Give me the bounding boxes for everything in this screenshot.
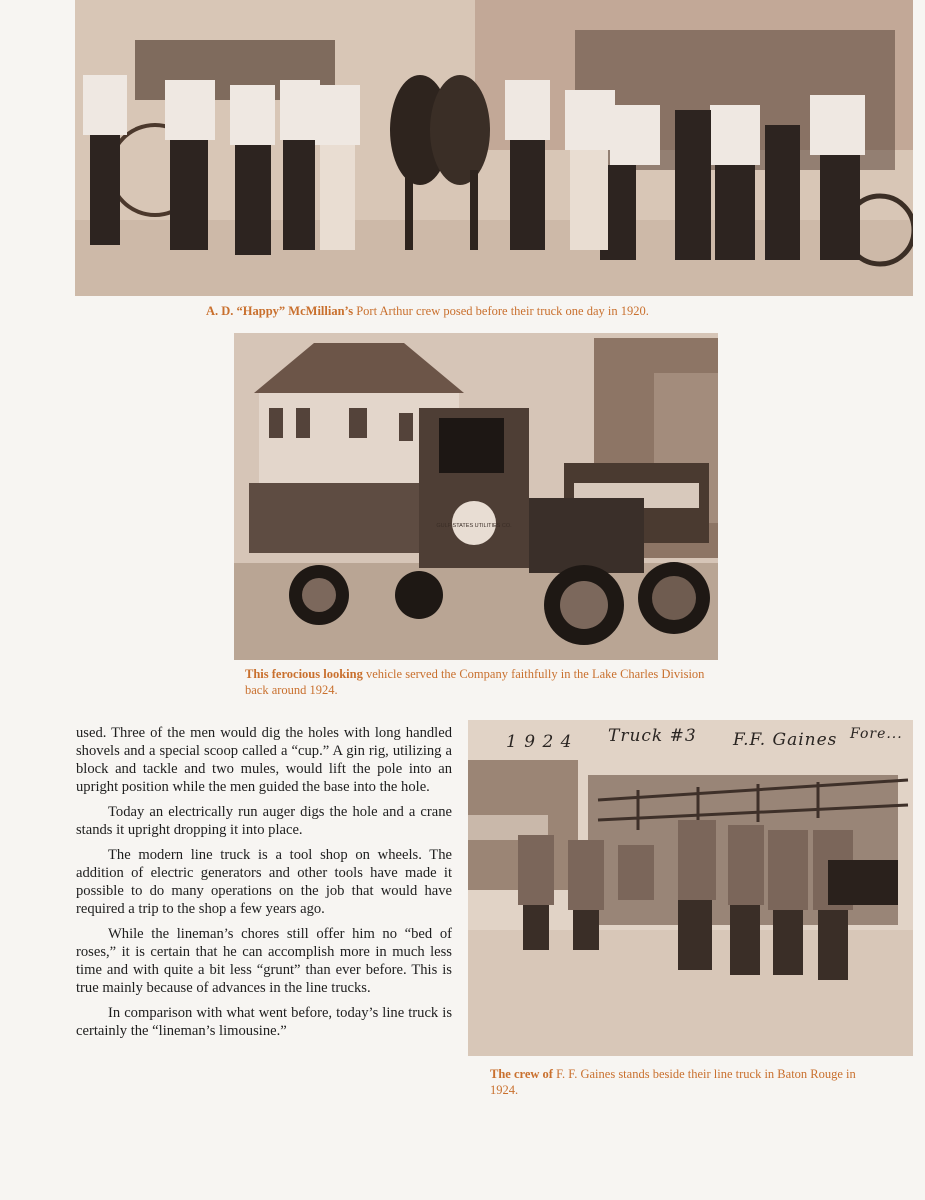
article-paragraph-1: used. Three of the men would dig the holes with long handled shovels and a special scoop called a “cup.” A gin rig, utilizing a block and tackle and two mules, would lift the pole into an upright position while the men guided the base into the hole.: [76, 725, 452, 795]
door-emblem-text: GULF STATES UTILITIES CO.: [436, 523, 512, 529]
photo-crew-1920: [75, 0, 913, 296]
article-paragraph-5: In comparison with what went before, today’s line truck is certainly the “lineman’s limousine.”: [76, 1005, 452, 1039]
photo-gaines-1924: [468, 720, 913, 1056]
article-paragraph-4: While the lineman’s chores still offer him no “bed of roses,” it is certain that he can accomplish more in much less time and with quite a bit less “grunt” than ever before. This is true mainly because of advances in the line trucks.: [76, 926, 452, 996]
photo-vehicle-1924: [234, 333, 718, 660]
caption-gaines-1924-bold: The crew of: [490, 1067, 553, 1081]
handwriting-role: Fore...: [850, 726, 903, 742]
handwriting-name: F.F. Gaines: [733, 730, 838, 750]
caption-gaines-1924: [490, 1066, 880, 1098]
caption-gaines-1924-text: F. F. Gaines stands beside their line truck in Baton Rouge in 1924.: [490, 1067, 856, 1097]
caption-vehicle-1924-bold: This ferocious looking: [245, 667, 363, 681]
article-paragraph-2: Today an electrically run auger digs the hole and a crane stands it upright dropping it into place.: [76, 804, 452, 838]
crew-1920-illustration: [75, 0, 913, 296]
handwriting-truck: Truck #3: [608, 726, 697, 746]
caption-vehicle-1924-text: vehicle served the Company faithfully in the Lake Charles Division back around 1924.: [245, 667, 705, 697]
caption-crew-1920-bold: A. D. “Happy” McMillian’s: [206, 304, 354, 318]
caption-crew-1920: [206, 303, 826, 319]
caption-vehicle-1924: [245, 666, 715, 698]
gaines-1924-illustration: [468, 720, 913, 1056]
article-body: [76, 724, 452, 1047]
vehicle-1924-illustration: [234, 333, 718, 660]
handwriting-year: 1 9 2 4: [506, 732, 573, 752]
caption-crew-1920-text: Port Arthur crew posed before their truck one day in 1920.: [353, 304, 649, 318]
article-paragraph-3: The modern line truck is a tool shop on wheels. The addition of electric generators and other tools have made it possible to do many operations on the job that would have required a trip to the shop a few years ago.: [76, 847, 452, 917]
